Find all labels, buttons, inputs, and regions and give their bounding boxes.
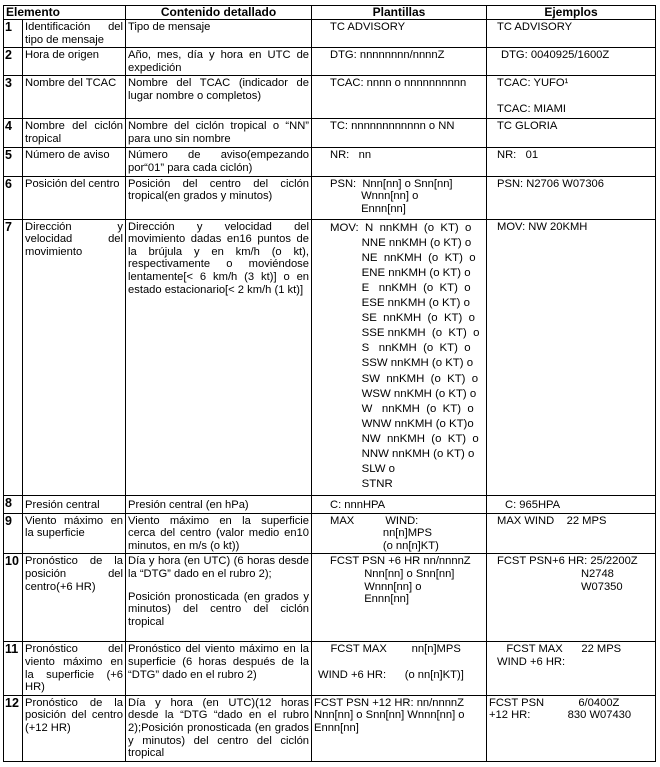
row-number: 10 xyxy=(4,554,23,642)
content-cell: Nombre del ciclón tropical o “NN” para uno sin nombre xyxy=(126,119,312,148)
table-row xyxy=(4,219,656,495)
content-cell: Pronóstico del viento máximo en la superficie (6 horas después de la “DTG” dado en el rubro 2) xyxy=(126,642,312,695)
template-cell: DTG: nnnnnnnn/nnnnZ xyxy=(312,48,487,76)
table-row xyxy=(4,76,656,119)
example-cell: TCAC: YUFO¹ TCAC: MIAMI xyxy=(487,76,656,119)
element-cell: Pronóstico de la posición del centro(+6 HR) xyxy=(23,554,126,642)
example-cell: DTG: 0040925/1600Z xyxy=(487,48,656,76)
template-cell: MAX WIND: nn[n]MPS (o nn[n]KT) xyxy=(312,513,487,554)
template-cell: TC ADVISORY xyxy=(312,20,487,48)
content-cell: Tipo de mensaje xyxy=(126,20,312,48)
row-number: 4 xyxy=(4,119,23,148)
header-row xyxy=(4,6,656,20)
example-cell: NR: 01 xyxy=(487,148,656,176)
content-cell: Posición del centro del ciclón tropical(en grados y minutos) xyxy=(126,176,312,219)
header-ejemplos: Ejemplos xyxy=(487,6,656,20)
content-cell xyxy=(126,554,312,642)
element-cell: Nombre del ciclón tropical xyxy=(23,119,126,148)
row-number: 3 xyxy=(4,76,23,119)
content-cell: Nombre del TCAC (indicador de lugar nombre o completos) xyxy=(126,76,312,119)
row-number: 9 xyxy=(4,513,23,554)
header-contenido: Contenido detallado xyxy=(126,6,312,20)
content-cell: Viento máximo en la superficie cerca del centro (valor medio en10 minutos, en m/s (o kt)) xyxy=(126,513,312,554)
row-number: 2 xyxy=(4,48,23,76)
element-cell: Identificación del tipo de mensaje xyxy=(23,20,126,48)
row-number: 7 xyxy=(4,219,23,495)
element-cell: Nombre del TCAC xyxy=(23,76,126,119)
content-cell: Día y hora (en UTC)(12 horas desde la “DTG “dado en el rubro 2);Posición pronosticada (en grados y minutos) del centro del ciclón tropical xyxy=(126,695,312,761)
table-row xyxy=(4,513,656,554)
content-cell: Presión central (en hPa) xyxy=(126,495,312,513)
element-cell: Número de aviso xyxy=(23,148,126,176)
header-plantillas: Plantillas xyxy=(312,6,487,20)
template-cell: TC: nnnnnnnnnnnn o NN xyxy=(312,119,487,148)
row-number: 11 xyxy=(4,642,23,695)
content-cell: Número de aviso(empezando por“01” para cada ciclón) xyxy=(126,148,312,176)
template-cell: NR: nn xyxy=(312,148,487,176)
element-cell: Pronóstico del viento máximo en la superficie (+6 HR) xyxy=(23,642,126,695)
table-row xyxy=(4,48,656,76)
template-cell: FCST PSN +12 HR: nn/nnnnZ Nnn[nn] o Snn[nn] Wnnn[nn] o Ennn[nn] xyxy=(312,695,487,761)
table-row xyxy=(4,119,656,148)
example-cell: FCST PSN+6 HR: 25/2200Z N2748 W07350 xyxy=(487,554,656,642)
row-number: 12 xyxy=(4,695,23,761)
table-row xyxy=(4,20,656,48)
advisory-table xyxy=(3,5,656,762)
example-cell: C: 965HPA xyxy=(487,495,656,513)
row-number: 1 xyxy=(4,20,23,48)
table-row xyxy=(4,695,656,761)
example-cell: MOV: NW 20KMH xyxy=(487,219,656,495)
content-cell: Dirección y velocidad del movimiento dadas en16 puntos de la brújula y en km/h (o kt), respectivamente o moviéndose lentamente[< 6 km/h (3 kt)] o en estado estacionario[< 2 km/h (1 kt)] xyxy=(126,219,312,495)
template-cell: FCST PSN +6 HR nn/nnnnZ Nnn[nn] o Snn[nn] Wnnn[nn] o Ennn[nn] xyxy=(312,554,487,642)
example-cell: MAX WIND 22 MPS xyxy=(487,513,656,554)
template-cell: C: nnnHPA xyxy=(312,495,487,513)
table-row xyxy=(4,642,656,695)
example-cell: TC ADVISORY xyxy=(487,20,656,48)
header-elemento: Elemento xyxy=(4,6,126,20)
row-number: 5 xyxy=(4,148,23,176)
table-row xyxy=(4,148,656,176)
template-cell: TCAC: nnnn o nnnnnnnnnn xyxy=(312,76,487,119)
row-number: 8 xyxy=(4,495,23,513)
content-cell: Año, mes, día y hora en UTC de expedición xyxy=(126,48,312,76)
table-row xyxy=(4,176,656,219)
content-position-text: Posición pronosticada (en grados y minutos) del centro del ciclón tropical xyxy=(128,590,310,628)
element-cell: Dirección y velocidad del movimiento xyxy=(23,219,126,495)
example-cell: PSN: N2706 W07306 xyxy=(487,176,656,219)
element-cell: Posición del centro xyxy=(23,176,126,219)
element-cell: Hora de origen xyxy=(23,48,126,76)
example-cell: TC GLORIA xyxy=(487,119,656,148)
element-cell: Viento máximo en la superficie xyxy=(23,513,126,554)
element-cell: Pronóstico de la posición del centro (+12 HR) xyxy=(23,695,126,761)
table-row xyxy=(4,554,656,642)
template-cell: FCST MAX nn[n]MPS WIND +6 HR: (o nn[n]KT)] xyxy=(312,642,487,695)
template-cell: MOV: N nnKMH (o KT) o NNE nnKMH (o KT) o NE nnKMH (o KT) o ENE nnKMH (o KT) o E nnKMH (o KT) o ESE nnKMH (o KT) o SE nnKMH (o KT) o SSE nnKMH (o KT) o S nnKMH (o KT) o SSW nnKMH (o KT) o SW nnKMH (o KT) o WSW nnKMH (o KT) o W nnKMH (o KT) o WNW nnKMH (o KT)o NW nnKMH (o KT) o NNW nnKMH (o KT) o SLW o STNR xyxy=(312,219,487,495)
element-cell: Presión central xyxy=(23,495,126,513)
table-row xyxy=(4,495,656,513)
example-cell: FCST PSN 6/0400Z +12 HR: 830 W07430 xyxy=(487,695,656,761)
example-cell: FCST MAX 22 MPS WIND +6 HR: xyxy=(487,642,656,695)
row-number: 6 xyxy=(4,176,23,219)
content-date-text: Día y hora (en UTC) (6 horas desde la “DTG” dado en el rubro 2); xyxy=(128,555,310,580)
template-cell: PSN: Nnn[nn] o Snn[nn] Wnnn[nn] o Ennn[nn] xyxy=(312,176,487,219)
